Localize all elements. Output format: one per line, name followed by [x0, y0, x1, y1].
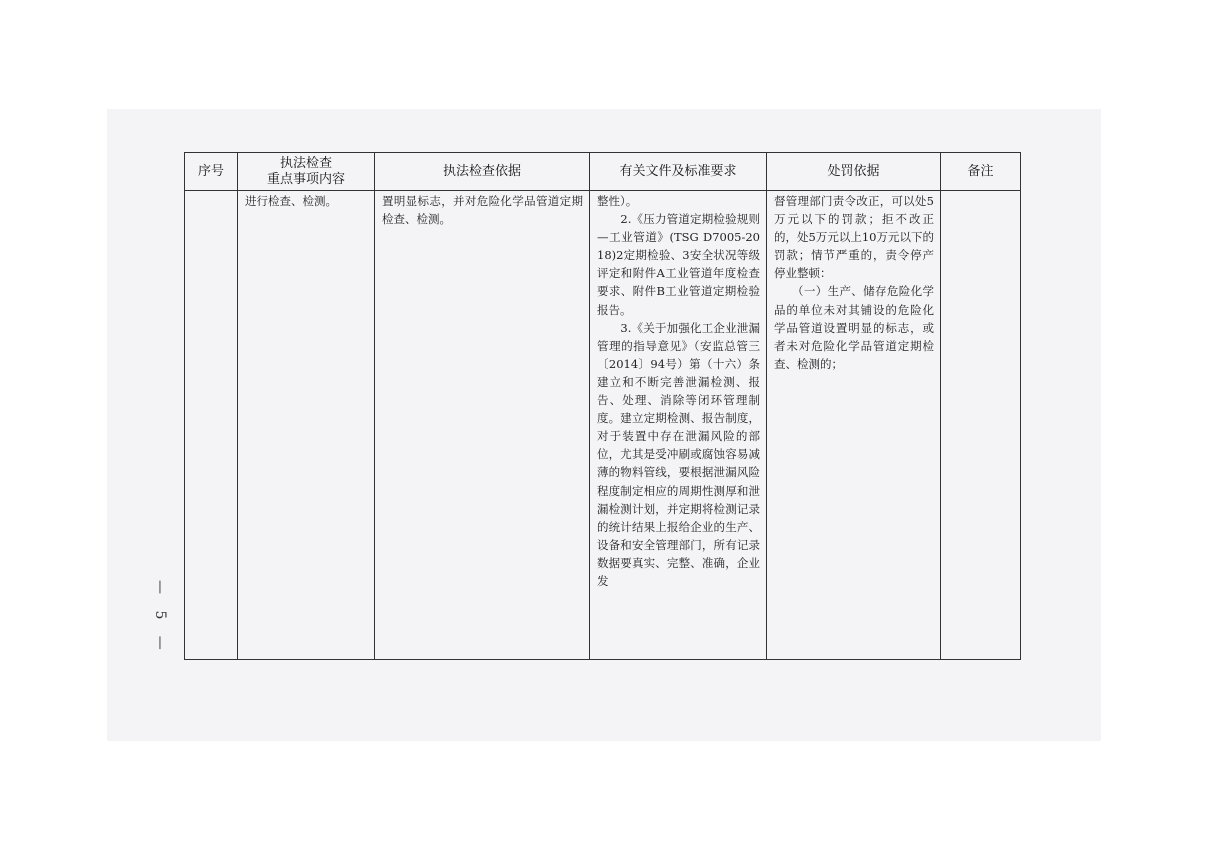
seq-text — [185, 191, 237, 192]
cell-standard — [590, 191, 767, 660]
note-text — [941, 191, 1020, 192]
header-basis: 执法检查依据 — [375, 153, 590, 191]
enforcement-table — [184, 152, 1021, 660]
basis-text: 置明显标志，并对危险化学品管道定期检查、检测。 — [382, 194, 583, 227]
item-text: 进行检查、检测。 — [245, 194, 337, 208]
header-standard: 有关文件及标准要求 — [590, 153, 767, 191]
cell-seq — [185, 191, 238, 660]
header-item: 执法检查 重点事项内容 — [238, 153, 375, 191]
standard-text: 整性）。 2.《压力管道定期检验规则—工业管道》(TSG D7005-2018)2定期检验、3安全状况等级评定和附件A工业管道年度检查要求、附件B工业管道定期检验报告。 3.《关于加强化工企业泄漏管理的指导意见》（安监总管三〔2014〕94号）第（十六）条 建立和不断完善泄漏检测、报告、处理、消除等闭环管理制度。建立定期检测、报告制度，对于装置中存在泄漏风险的部位，尤其是受冲刷或腐蚀容易减薄的物料管线，要根据泄漏风险程度制定相应的周期性测厚和泄漏检测计划，并定期将检测记录的统计结果上报给企业的生产、设备和安全管理部门，所有记录数据要真实、完整、准确，企业发 — [597, 194, 760, 588]
cell-item — [238, 191, 375, 660]
header-penalty: 处罚依据 — [767, 153, 941, 191]
cell-note — [941, 191, 1021, 660]
table-row — [185, 191, 1021, 660]
header-note: 备注 — [941, 153, 1021, 191]
cell-penalty — [767, 191, 941, 660]
header-seq: 序号 — [185, 153, 238, 191]
cell-basis — [375, 191, 590, 660]
penalty-text: 督管理部门责令改正，可以处5万元以下的罚款；拒不改正的，处5万元以上10万元以下的罚款；情节严重的，责令停产停业整顿： （一）生产、储存危险化学品的单位未对其铺设的危险化学品管道设置明显的标志，或者未对危险化学品管道定期检查、检测的； — [774, 194, 934, 371]
table-header-row — [185, 153, 1021, 191]
page-number: — 5 — — [152, 580, 168, 656]
